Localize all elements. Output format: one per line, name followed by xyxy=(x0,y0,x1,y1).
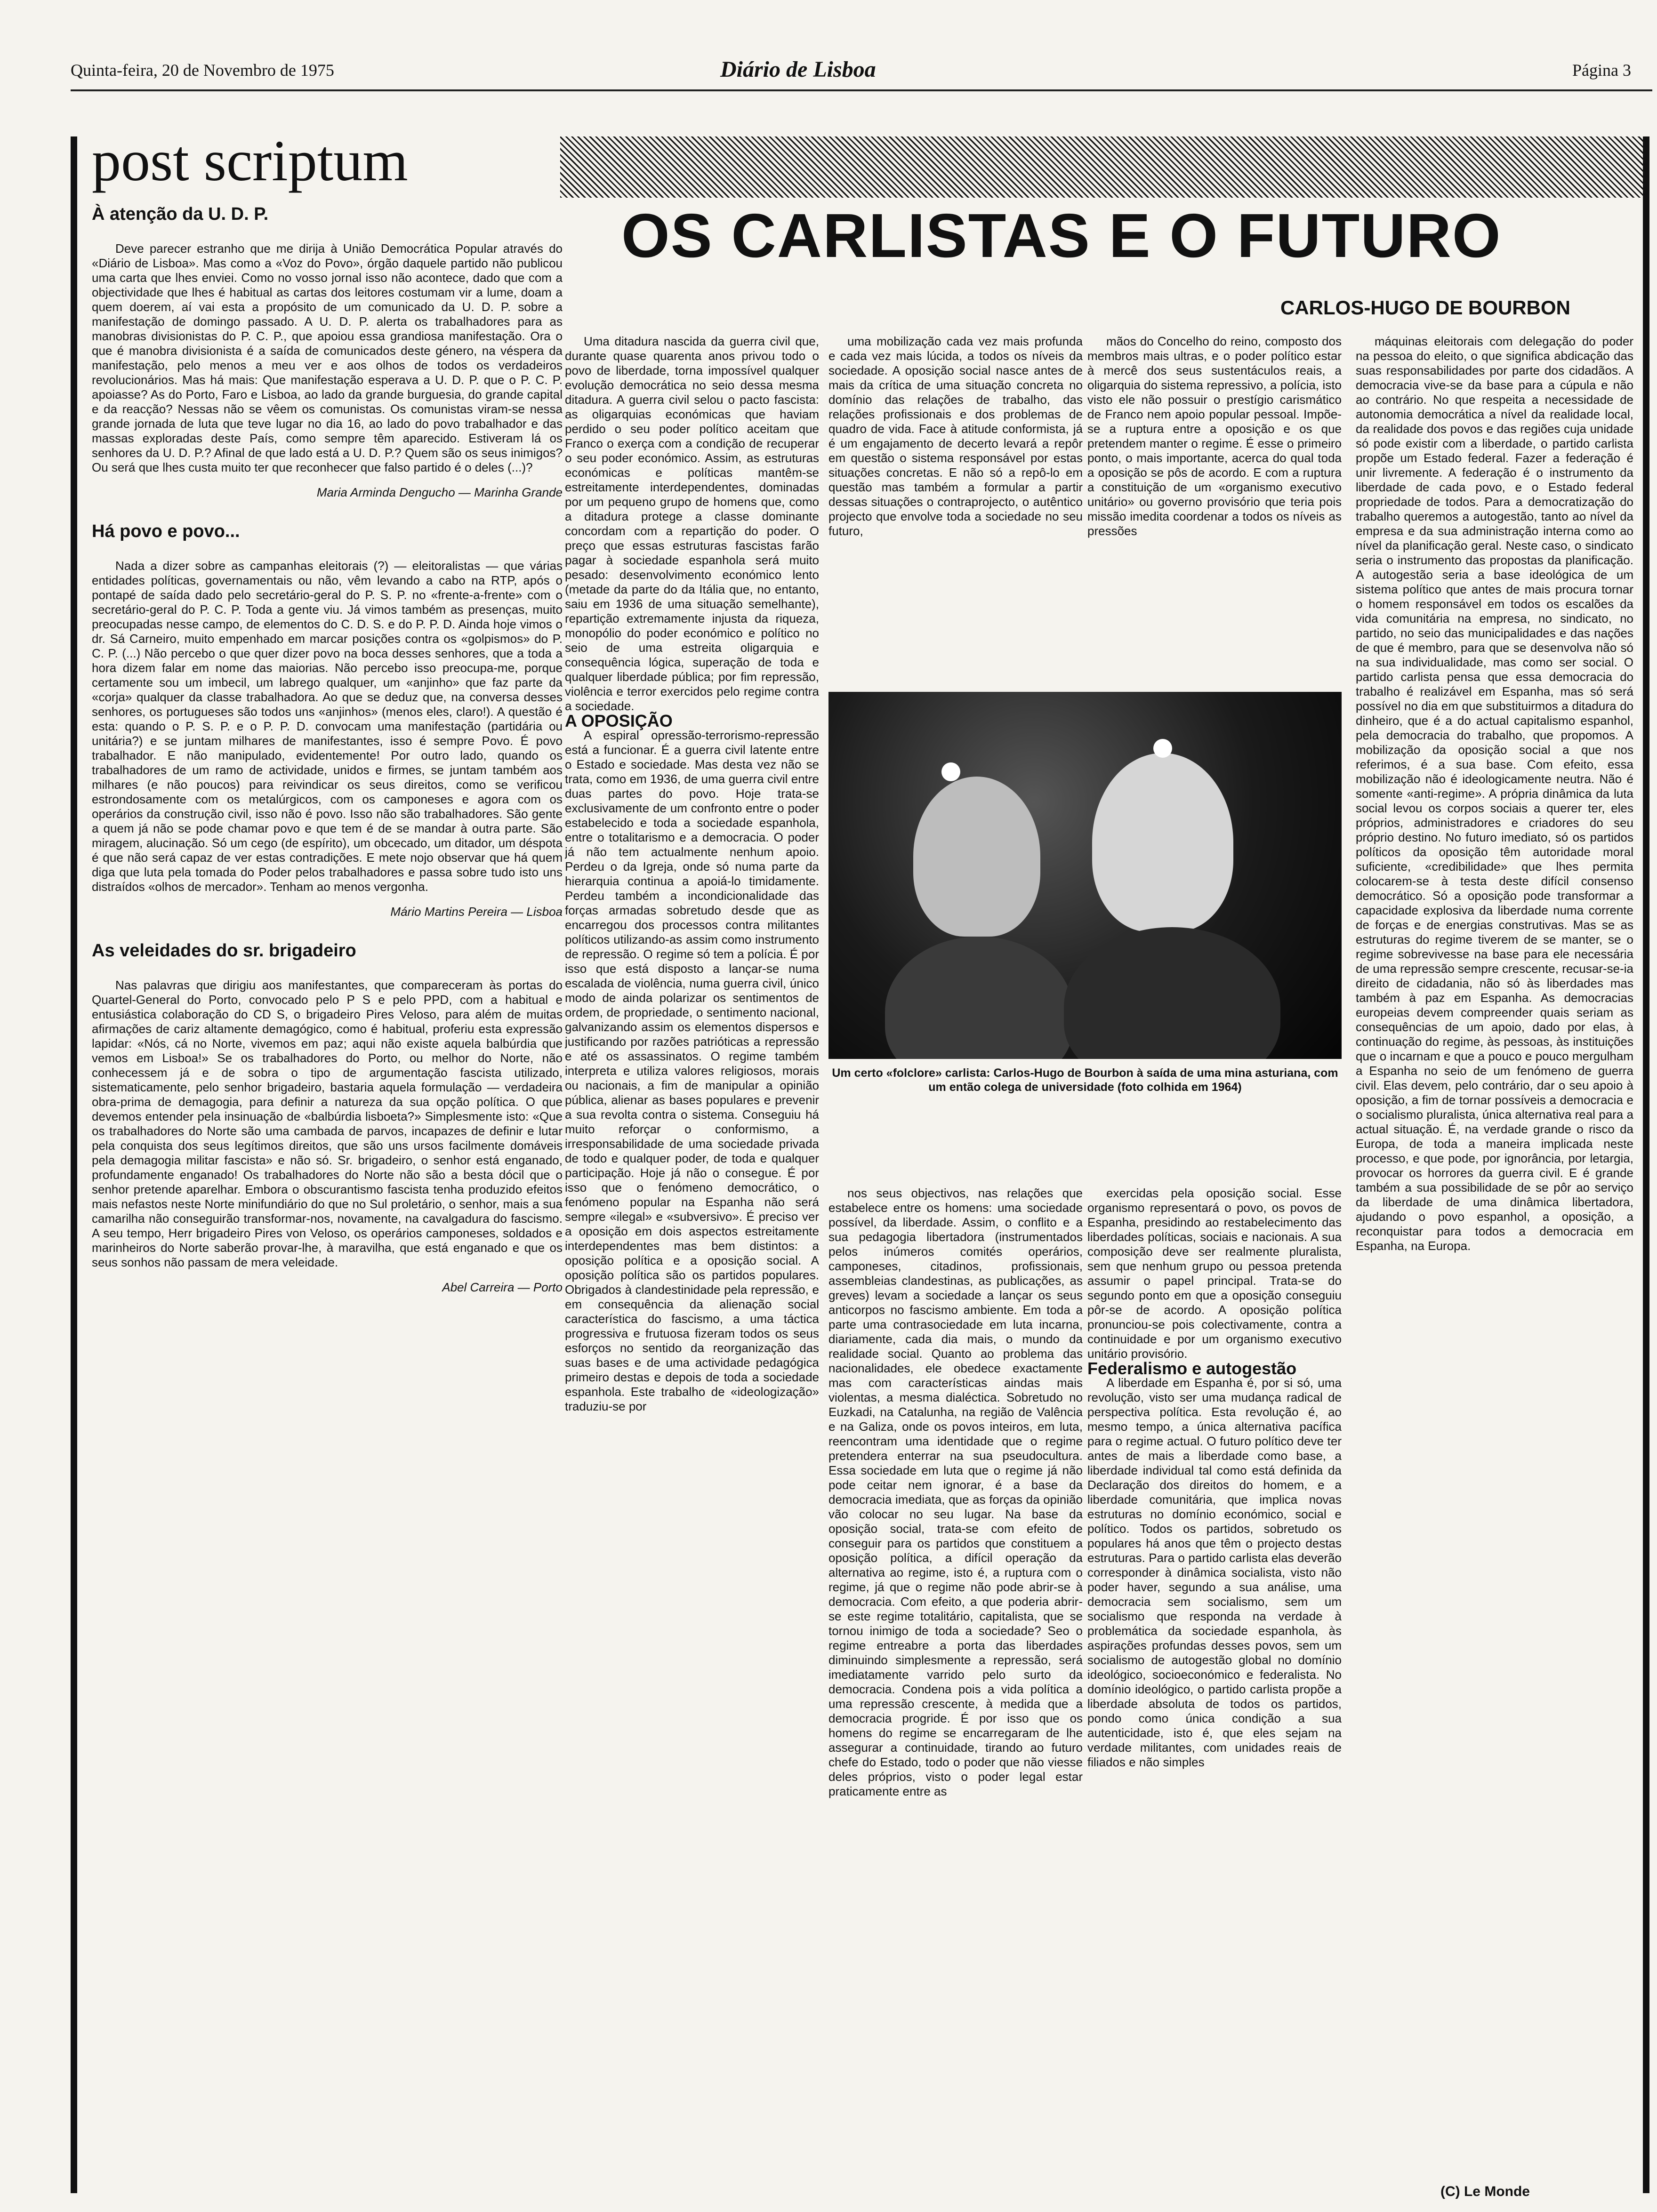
column-3-text-c: A liberdade em Espanha é, por si só, uma revolução, visto ser uma mudança radical de perspectiva política. Esta revolução é, ao mesmo tempo, a única alternativa pacífica para o regime actual. O futuro político deve ter antes de mais a liberdade como base, a liberdade individual tal como está definida da Declaração dos direitos do homem, e a liberdade comunitária, que implica novas estruturas no domínio económico, social e político. Todos os partidos, sobretudo os populares há anos que têm o projecto destas estruturas. Para o partido carlista elas deverão corresponder à dinâmica socialista, visto não poder haver, segundo a sua análise, uma democracia sem socialismo, sem um socialismo que responda na verdade à problemática da sociedade espanhola, às aspirações profundas desses povos, sem um socialismo de autogestão global no domínio ideológico, socioeconómico e federalista. No domínio ideológico, o partido carlista propõe a liberdade absoluta de todos os partidos, pondo como única condição a sua autenticidade, isto é, que eles sejam na verdade militantes, com unidades reais de filiados e não simples xyxy=(1087,1376,1342,1769)
column-1-text-a: Uma ditadura nascida da guerra civil que, durante quase quarenta anos privou todo o povo de liberdade, torna impossível qualquer evolução democrática no seio dessa mesma ditadura. A guerra civil selou o pacto fascista: as oligarquias económicas que haviam perdido o seu poder político aceitam que Franco o exerça com a condição de recuperar o seu poder económico. Assim, as estruturas económicas e políticas mantêm-se estreitamente interdependentes, dominadas por um pequeno grupo de homens que, como a ditadura protege a classe dominante concordam com a repartição do poder. O preço que essas estruturas fascistas farão pagar à sociedade espanhola será muito pesado: desenvolvimento económico lento (metade da parte do da Itália que, no entanto, saiu em 1936 de uma situação semelhante), repartição extremamente injusta da riqueza, monopólio do poder económico e político no seio de uma estreita oligarquia e consequência lógica, superação de toda e qualquer liberdade pública; por fim repressão, violência e terror exercidos pelo regime contra a sociedade. xyxy=(565,334,819,713)
column-3-text-b: exercidas pela oposição social. Esse organismo representará o povo, os povos de Espanha, presidindo ao restabelecimento das liberdades políticas, sociais e nacionais. A sua composição deve ser realmente pluralista, sem que nenhum grupo ou pessoa pretenda assumir o papel principal. Trata-se do segundo ponto em que a oposição conseguiu pôr-se de acordo. A oposição política pronunciou-se pois colectivamente, contra a continuidade e por um organismo executivo unitário provisório. xyxy=(1087,1186,1342,1361)
article-column-4 xyxy=(1356,334,1633,2193)
article-column-2-bottom xyxy=(828,1186,1083,2193)
section-heading-federalismo: Federalismo e autogestão xyxy=(1087,1359,1297,1378)
letter-3-body: Nas palavras que dirigiu aos manifestantes, que compareceram às portas do Quartel-General do Porto, convocado pelo P S e pelo PPD, com a habitual e entusiástica colaboração do CD S, o brigadeiro Pires Veloso, para além de muitas afirmações de cariz altamente demagógico, como é habitual, proferiu esta expressão lapidar: «Nós, cá no Norte, vivemos em paz; aqui não existe aquela balbúrdia que vemos em Lisboa!» Se os trabalhadores do Porto, ou melhor do Norte, não conhecessem já e de sobra o tipo de argumentação fascista utilizado, sistematicamente, pelo senhor brigadeiro, bastaria aquela formulação — verdadeira obra-prima de demagogia, para definir a natureza da sua opção política. O que devemos entender pela insinuação de «balbúrdia lisboeta?» Simplesmente isto: «Que os trabalhadores do Norte são uma cambada de parvos, incapazes de definir e lutar pela conquista dos seus legítimos direitos, que são uns ursos facilmente domáveis pela demagogia militar fascista» e não só. Sr. brigadeiro, o senhor está enganado, profundamente enganado! Os trabalhadores do Norte não são a besta dócil que o senhor pretende aparelhar. Embora o obscurantismo fascista tenha produzido efeitos mais nefastos neste Norte minifundiário do que no Sul proletário, o senhor, mais a sua camarilha não conseguirão transformar-nos, novamente, na cavalgadura do fascismo. A seu tempo, Herr brigadeiro Pires von Veloso, os operários camponeses, soldados e marinheiros do Norte saberão provar-lhe, à maravilha, que está enganado e que os seus sonhos não passam de mera veleidade. xyxy=(92,978,563,1269)
section-heading-oposicao: A OPOSIÇÃO xyxy=(565,711,673,730)
article-column-3-bottom xyxy=(1087,1186,1342,2193)
article-title: OS CARLISTAS E O FUTURO xyxy=(621,201,1502,270)
photo-figure-right xyxy=(1092,753,1233,932)
letter-2-text xyxy=(92,559,563,894)
column-2-text-b: nos seus objectivos, nas relações que estabelece entre os homens: uma sociedade possível, da liberdade. Assim, o conflito e a sua pedagogia libertadora (instrumentados pelos inúmeros comités operários, camponeses, citadinos, profissionais, assembleias clandestinas, as publicações, as greves) levam a sociedade a lançar os seus anticorpos no fascismo ambiente. Em toda a parte uma contrasociedade em luta incarna, diariamente, cada dia mais, o mundo da realidade social. Quanto ao problema das nacionalidades, ele obedece exactamente mas com características aindas mais violentas, a mesma dialéctica. Sobretudo no Euzkadi, na Catalunha, na região de Valência e na Galiza, onde os povos inteiros, em luta, reencontram uma identidade que o regime pretendera enterrar na sua pseudocultura. Essa sociedade em luta que o regime já não pode ceitar nem ignorar, é a base da democracia imediata, que as forças da opinião vão colocar no seu lugar. Na base da oposição social, trata-se com efeito de conseguir para os partidos que constituem a oposição política, a difícil operação da alternativa ao regime, isto é, a ruptura com o regime, já que o regime não pode abrir-se à democracia. Com efeito, a que poderia abrir-se este regime totalitário, capitalista, que se tornou inimigo de toda a sociedade? Seo o regime entreabre a porta das liberdades diminuindo simplesmente a repressão, será imediatamente varrido pelo surto da democracia. Condena pois a vida política a uma repressão crescente, à medida que a democracia progride. É por isso que os homens do regime se encarregaram de lhe assegurar a continuidade, tirando ao futuro chefe do Estado, todo o poder que não viesse deles próprios, visto o poder legal estar praticamente entre as xyxy=(828,1186,1083,1798)
photo-caption: Um certo «folclore» carlista: Carlos-Hugo de Bourbon à saída de uma mina asturiana, com um então colega de universidade (foto colhida em 1964) xyxy=(832,1066,1338,1094)
header-rule xyxy=(71,89,1652,91)
letter-3-text xyxy=(92,978,563,1270)
article-credit: (C) Le Monde xyxy=(1440,2184,1530,2199)
article-column-3-top xyxy=(1087,334,1342,682)
article-right-bar xyxy=(1643,136,1649,2193)
article-column-1 xyxy=(565,334,819,2193)
post-scriptum-title: post scriptum xyxy=(92,132,408,193)
article-column-2-top xyxy=(828,334,1083,682)
article-hatch-band xyxy=(560,136,1648,198)
column-3-text-a: mãos do Concelho do reino, composto dos membros mais ultras, e o poder político estar à mercê dos seus sustentáculos reais, a oligarquia do sistema repressivo, a polícia, isto visto ele não possuir o prestígio carismático de Franco nem apoio popular pessoal. Impõe-se a ruptura entre a oposição e os que pretendem manter o regime. É esse o primeiro ponto, o mais importante, acerca do qual toda a oposição se pôs de acordo. E com a ruptura a constituição de um «organismo executivo unitário» ou governo provisório que teria pois missão imedita coordenar a todos os níveis as pressões xyxy=(1087,334,1342,538)
page-number: Página 3 xyxy=(1572,61,1631,80)
article-author: CARLOS-HUGO DE BOURBON xyxy=(1280,297,1570,319)
newspaper-name: Diário de Lisboa xyxy=(720,57,876,82)
header-date: Quinta-feira, 20 de Novembro de 1975 xyxy=(71,61,334,80)
column-1-text-b: A espiral opressão-terrorismo-repressão está a funcionar. É a guerra civil latente entre o Estado e sociedade. Mas desta vez não se trata, como em 1936, de uma guerra civil entre duas partes do povo. Hoje trata-se exclusivamente de um confronto entre o poder estabelecido e toda a sociedade espanhola, entre o totalitarismo e a democracia. O poder já não tem actualmente nenhum apoio. Perdeu o da Igreja, onde só numa parte da hierarquia continua a apoiá-lo timidamente. Perdeu também a incondicionalidade das forças armadas sobretudo desde que as encarregou dos processos contra militantes políticos utilizando-as assim como instrumento de repressão. O regime só tem a polícia. É por isso que está disposto a lançar-se numa escalada de violência, numa guerra civil, único modo de ainda polarizar os sentimentos de ordem, de propriedade, o sentimento nacional, galvanizando assim os elementos dispersos e justificando por razões patrióticas a repressão e até os assassinatos. O regime também interpreta e utiliza valores religiosos, morais ou nacionais, a fim de manipular a opinião pública, alienar as bases populares e prevenir a sua revolta contra o sistema. Conseguiu há muito reforçar o conformismo, a irresponsabilidade de uma sociedade privada de todo e qualquer poder, de toda e qualquer participação. Hoje já não o consegue. É por isso que o fenómeno democrático, o fenómeno popular na Espanha não será sempre «ilegal» e «subversivo». É preciso ver a oposição em dois aspectos estreitamente interdependentes mas bem distintos: a oposição política e a oposição social. A oposição política são os partidos populares. Obrigados à clandestinidade pela repressão, e em consequência da alienação social característica do fascismo, a uma táctica progressiva e frutuosa fizeram todos os seus esforços no sentido da reorganização das suas bases e de uma actividade pedagógica primeiro destas e depois de toda a sociedade espanhola. Este trabalho de «ideologização» traduziu-se por xyxy=(565,728,819,1413)
post-scriptum-column xyxy=(92,132,563,2193)
column-4-text: máquinas eleitorais com delegação do poder na pessoa do eleito, o que significa abdicação das suas responsabilidades por parte dos cidadãos. A democracia vive-se da base para a cúpula e não ao contrário. No que respeita a necessidade de autonomia democrática a nível da realidade local, da realidade dos povos e das regiões cuja unidade só pode existir com a liberdade, o partido carlista propõe um Estado federal. Fazer a federação é unir livremente. A federação é o instrumento da liberdade de cada povo, e o Estado federal propriedade de todos. Para a democratização do trabalho queremos a autogestão, tanto ao nível da empresa e da sua administração interna como ao nível da planificação geral. Neste caso, o sindicato seria o instrumento das propostas da planificação. A autogestão seria a base ideológica de um sistema político que antes de mais procura tornar o homem responsável em todos os escalões da vida comunitária na empresa, no sindicato, no partido, no seio das municipalidades e das nações de que é membro, para que se desenvolva não só na sua individualidade, mas como ser social. O partido carlista pensa que essa democracia do trabalho é realizável em Espanha, mas só será possível no dia em que substituirmos a ditadura do dinheiro, que é a do actual capitalismo espanhol, pela democracia do trabalho, que propomos. A mobilização da oposição social a que nos referimos, é a sua base. Com efeito, essa mobilização não é ideologicamente neutra. Não é somente «anti-regime». A própria dinâmica da luta social levou os corpos sociais a querer ter, eles próprios, administradores e criadores do seu próprio destino. No futuro imediato, só os partidos políticos da oposição têm autoridade moral suficiente, «credibilidade» que lhes permita colocarem-se à testa deste difícil consenso democrático. Só a oposição pode transformar a capacidade explosiva da liberdade numa corrente de forças e de energias construtivas. Mas se as estruturas do regime tiverem de se manter, se o regime sobrevivesse na base para ele necessária de uma repressão sempre crescente, recusar-se-ia direito de cidadania, não só às liberdades mas também à paz em Espanha. As democracias europeias devem compreender quais seriam as consequências de um apoio, dado por elas, à continuação do regime, às pessoas, às instituições que o incarnam e que a pouco e pouco mergulham a Espanha no seio de um fenómeno de guerra civil. Elas devem, pelo contrário, dar o seu apoio à oposição, a fim de tornar possíveis a democracia e o socialismo pluralista, única alternativa real para a actual situação. É, na verdade grande o risco da Europa, de toda a maneira implicada neste processo, e que pode, por ignorância, por letargia, provocar os horrores da guerra civil. E é grande também a sua possibilidade de se pôr ao serviço da liberdade de uma dinâmica libertadora, ajudando o povo espanhol, a oposição, a reconquistar para todos a democracia em Espanha, na Europa. xyxy=(1356,334,1633,1253)
letter-2-heading: Há povo e povo... xyxy=(92,521,240,541)
post-scriptum-bar xyxy=(71,136,77,2193)
letter-1-heading: À atenção da U. D. P. xyxy=(92,204,269,224)
column-2-text-a: uma mobilização cada vez mais profunda e cada vez mais lúcida, a todos os níveis da sociedade. A oposição social nasce antes de mais da crítica de uma situação concreta no domínio das relações de trabalho, das relações profissionais e dos problemas de quadro de vida. Face à atitude conformista, já é um engajamento de decerto levará a repôr em questão o sistema responsável por estas situações concretas. E não só a repô-lo em questão mas também a formular a partir dessas situações o contraprojecto, o autêntico projecto que envolve toda a sociedade no seu futuro, xyxy=(828,334,1083,538)
letter-1-text xyxy=(92,241,563,475)
letter-1-body: Deve parecer estranho que me dirija à União Democrática Popular através do «Diário de Lisboa». Mas como a «Voz do Povo», órgão daquele partido não publicou uma carta que lhes enviei. Como no vosso jornal isso não acontece, dado que com a objectividade que lhes é habitual as cartas dos leitores costumam vir a lume, doam a quem doerem, aí vai esta a propósito de um comunicado da U. D. P. sobre a manifestação de domingo passado. A U. D. P. alerta os trabalhadores para as manobras divisionistas do P. C. P., que apoiou essa grandiosa manifestação. Ora o que é manobra divisionista é a saída de comunicados deste género, na véspera da manifestação, pelo menos a meu ver e aos olhos de todos os verdadeiros revolucionários. Mas há mais: Que manifestação esperava a U. D. P. que o P. C. P. apoiasse? As do Porto, Faro e Lisboa, ao lado da grande burguesia, do grande capital e da reacção? Nessas não se vêem os comunistas. Os comunistas viram-se nessa grande jornada de luta que teve lugar no dia 16, ao lado do povo trabalhador e das massas exploradas deste País, como sempre têm aparecido. Estiveram lá os senhores da U. D. P.? Afinal de que lado está a U. D. P.? Quem são os seus inimigos? Ou será que lhes custa muito ter que reconhecer que falso partido é o deles (...)? xyxy=(92,241,563,474)
article-photo xyxy=(828,692,1342,1059)
letter-3-signature: Abel Carreira — Porto xyxy=(442,1280,563,1294)
photo-body-left xyxy=(885,937,1073,1059)
letter-2-signature: Mário Martins Pereira — Lisboa xyxy=(390,905,563,919)
helmet-lamp-right xyxy=(1153,739,1172,758)
photo-figure-left xyxy=(913,777,1040,937)
letter-1-signature: Maria Arminda Dengucho — Marinha Grande xyxy=(316,485,563,499)
letter-3-heading: As veleidades do sr. brigadeiro xyxy=(92,941,356,961)
helmet-lamp-left xyxy=(941,762,960,781)
letter-2-body: Nada a dizer sobre as campanhas eleitorais (?) — eleitoralistas — que várias entidades políticas, governamentais ou não, vêm levando a cabo na RTP, após o pontapé de saída dado pelo secretário-geral do P. S. P. no «frente-a-frente» com o secretário-geral do P. C. P. Toda a gente viu. Já vimos também as presenças, muito preocupadas nesse campo, de elementos do C. D. S. e do P. P. D. Ainda hoje vimos o dr. Sá Carneiro, muito empenhado em marcar posições contra os «golpismos» do P. C. P. (...) Não percebo o que quer dizer povo na boca desses senhores, que a toda a hora dizem falar em nome das maiorias. Não percebo isso preocupa-me, porque certamente sou um imbecil, um labrego qualquer, um «anjinho» que faz parte da «corja» qualquer da classe trabalhadora. Ao que se deduz que, na conversa desses senhores, os portugueses são todos uns «anjinhos» (menos eles, claro!). A questão é esta: quando o P. S. P. e o P. P. D. convocam uma manifestação (partidária ou unitária?) e se juntam milhares de manifestantes, isso é sempre Povo. É povo trabalhador. E não manipulado, evidentemente! Por outro lado, quando os trabalhadores de um ramo de actividade, unidos e firmes, se juntam também aos milhares (e não poucos) para reivindicar os seus direitos, como se verificou estrondosamente com os metalúrgicos, com os camponeses e agora com os operários da construção civil, isso não é povo. Isso não são trabalhadores. São gente a quem já não se pode chamar povo e que tem é de se mandar à outra parte. São miragem, alucinação. Só um cego (de espírito), um obcecado, um ditador, um déspota é que não será capaz de ver estas contradições. E mete nojo observar que há quem diga que luta pela tomada do Poder pelos trabalhadores e passa sobre tudo isto uns distraídos «olhos de mercador». Tenham ao menos vergonha. xyxy=(92,559,563,894)
photo-body-right xyxy=(1064,927,1280,1059)
